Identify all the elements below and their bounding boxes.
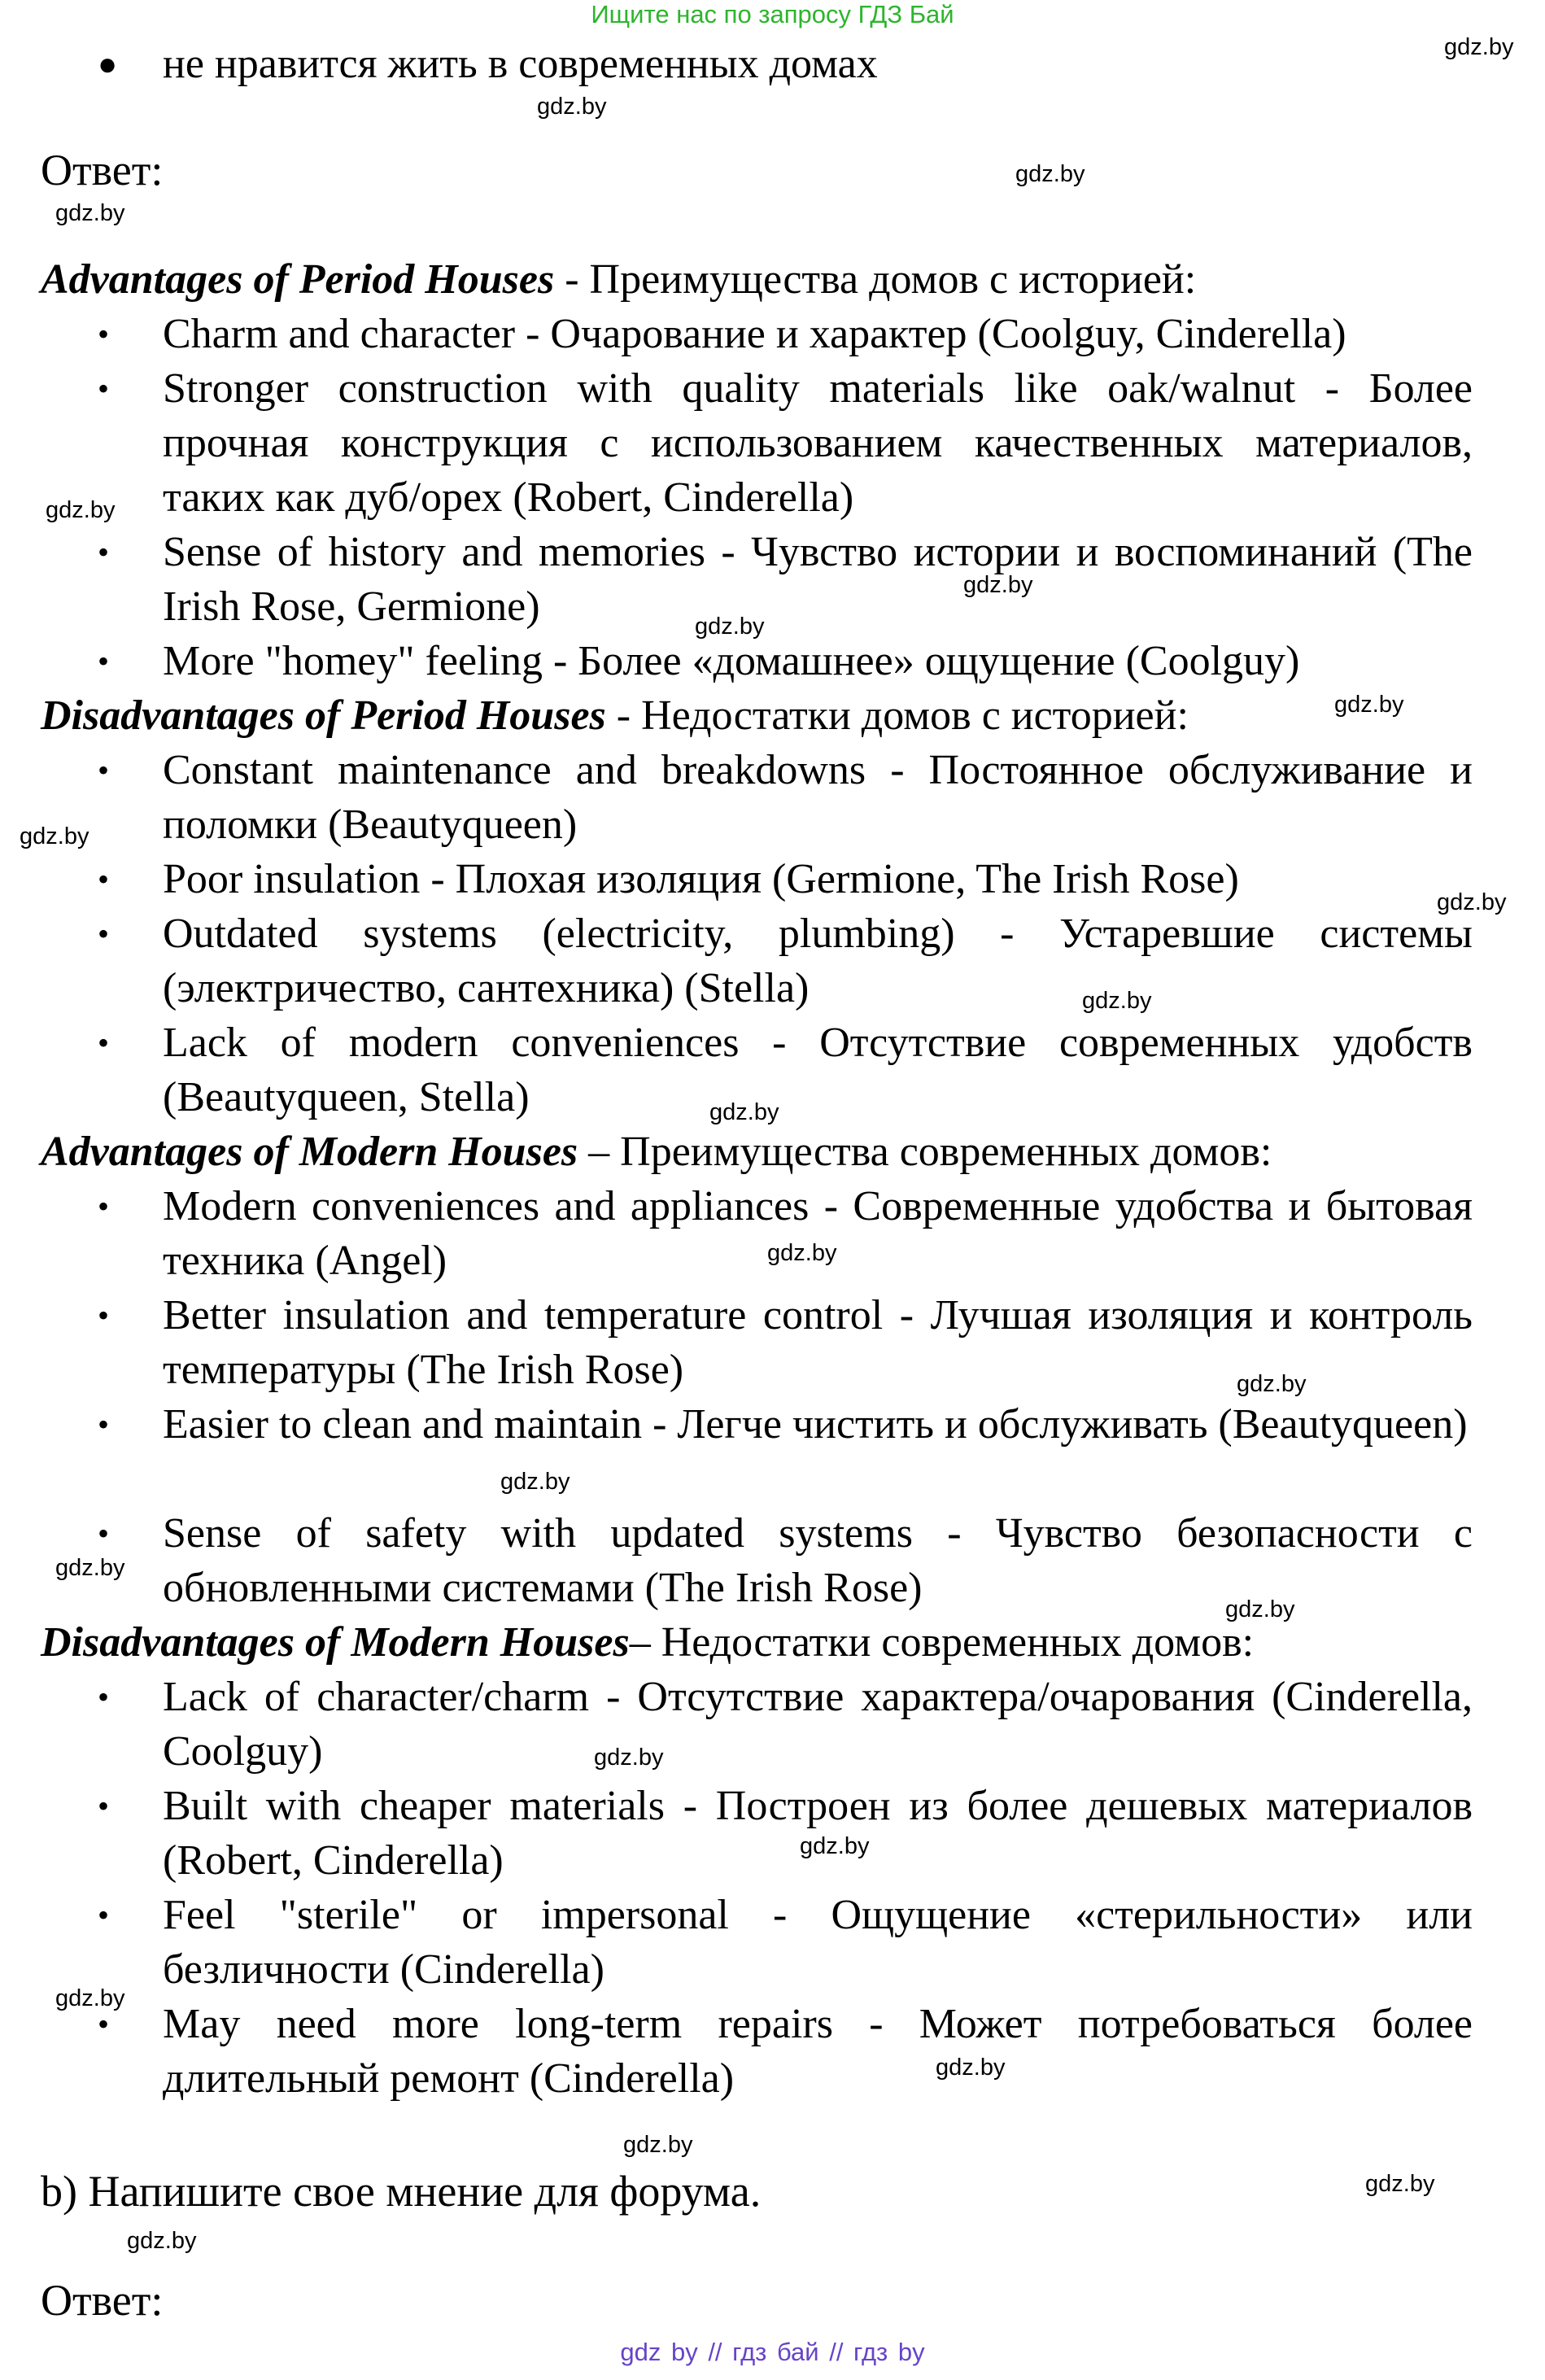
- section-subtitle: – Преимущества современных домов:: [578, 1129, 1272, 1175]
- bullet-icon: •: [98, 370, 110, 407]
- watermark: gdz.by: [695, 614, 765, 640]
- list-item: Outdated systems (electricity, plumbing) - Устаревшие системы (электричество, сантехника) (Stella): [163, 911, 1473, 1011]
- bullet-icon: •: [98, 1515, 110, 1552]
- watermark: gdz.by: [1334, 692, 1404, 718]
- list-item: Feel "sterile" or impersonal - Ощущение «стерильности» или безличности (Cinderella): [163, 1892, 1473, 1993]
- top-banner[interactable]: Ищите нас по запросу ГДЗ Бай: [591, 0, 954, 28]
- watermark: gdz.by: [55, 1555, 125, 1581]
- list-item: Modern conveniences and appliances - Современные удобства и бытовая техника (Angel): [163, 1183, 1473, 1284]
- list-item: Better insulation and temperature control - Лучшая изоляция и контроль температуры (The Irish Rose): [163, 1292, 1473, 1393]
- watermark: gdz.by: [800, 1833, 870, 1859]
- list-item: Charm and character - Очарование и характер (Coolguy, Cinderella): [163, 311, 1346, 357]
- watermark: gdz.by: [127, 2228, 197, 2254]
- bullet-icon: •: [98, 2006, 110, 2042]
- section-subtitle: - Преимущества домов с историей:: [554, 256, 1197, 303]
- intro-bullet-text: не нравится жить в современных домах: [163, 41, 878, 87]
- bullet-icon: •: [98, 1188, 110, 1225]
- watermark: gdz.by: [1437, 889, 1507, 915]
- section-heading-advantages-period: [41, 252, 1196, 307]
- list-item: Constant maintenance and breakdowns - Постоянное обслуживание и поломки (Beautyqueen): [163, 747, 1473, 848]
- watermark: gdz.by: [20, 823, 89, 849]
- watermark: gdz.by: [623, 2132, 693, 2158]
- bullet-icon: •: [98, 1024, 110, 1061]
- bullet-icon: •: [98, 915, 110, 952]
- list-item: Easier to clean and maintain - Легче чистить и обслуживать (Beautyqueen): [163, 1401, 1468, 1448]
- list-item: Stronger construction with quality materials like oak/walnut - Более прочная конструкция с использованием качественных материалов, таких как дуб/орех (Robert, Cinderella): [163, 365, 1473, 521]
- bullet-icon: •: [98, 1897, 110, 1933]
- section-subtitle: - Недостатки домов с историей:: [605, 692, 1189, 739]
- section-heading-advantages-modern: [41, 1124, 1272, 1179]
- footer-links[interactable]: gdz by // гдз бай // гдз by: [620, 2338, 925, 2366]
- bullet-icon: •: [98, 1788, 110, 1824]
- section-title: Disadvantages of Period Houses: [41, 692, 606, 739]
- watermark: gdz.by: [1082, 988, 1152, 1014]
- bullet-icon: •: [98, 643, 110, 679]
- section-title: Advantages of Period Houses: [41, 256, 555, 303]
- watermark: gdz.by: [709, 1099, 779, 1125]
- watermark: gdz.by: [55, 200, 125, 226]
- task-b: b) Напишите свое мнение для форума.: [41, 2167, 762, 2216]
- watermark: gdz.by: [1237, 1371, 1307, 1397]
- list-item: Built with cheaper materials - Построен из более дешевых материалов (Robert, Cinderella): [163, 1783, 1473, 1884]
- section-title: Disadvantages of Modern Houses: [41, 1619, 630, 1666]
- watermark: gdz.by: [46, 497, 116, 523]
- list-item: Sense of safety with updated systems - Чувство безопасности с обновленными системами (The Irish Rose): [163, 1510, 1473, 1611]
- list-item: May need more long-term repairs - Может потребоваться более длительный ремонт (Cinderella): [163, 2001, 1473, 2102]
- bullet-icon: •: [98, 316, 110, 352]
- watermark: gdz.by: [55, 1985, 125, 2011]
- bullet-icon: •: [98, 1297, 110, 1334]
- watermark: gdz.by: [1365, 2171, 1435, 2197]
- bullet-icon: •: [98, 1679, 110, 1715]
- list-item: More "homey" feeling - Более «домашнее» ощущение (Coolguy): [163, 638, 1300, 684]
- watermark: gdz.by: [936, 2055, 1006, 2081]
- section-subtitle: – Недостатки современных домов:: [629, 1619, 1255, 1666]
- bullet-icon: •: [98, 752, 110, 788]
- watermark: gdz.by: [963, 572, 1033, 598]
- list-item: Poor insulation - Плохая изоляция (Germione, The Irish Rose): [163, 856, 1239, 902]
- bullet-icon: •: [98, 534, 110, 570]
- watermark: gdz.by: [1444, 34, 1514, 60]
- section-heading-disadvantages-modern: [41, 1615, 1254, 1670]
- list-item: Lack of modern conveniences - Отсутствие современных удобств (Beautyqueen, Stella): [163, 1020, 1473, 1120]
- bullet-icon: •: [98, 861, 110, 897]
- section-heading-disadvantages-period: [41, 688, 1189, 743]
- answer-label: Ответ:: [41, 146, 164, 194]
- watermark: gdz.by: [1225, 1596, 1295, 1622]
- watermark: gdz.by: [537, 94, 607, 120]
- watermark: gdz.by: [767, 1240, 837, 1266]
- bullet-icon: •: [98, 1406, 110, 1443]
- watermark: gdz.by: [594, 1745, 664, 1771]
- watermark: gdz.by: [500, 1469, 570, 1495]
- bullet-icon: ●: [98, 46, 118, 82]
- section-title: Advantages of Modern Houses: [41, 1129, 578, 1175]
- answer-label: Ответ:: [41, 2276, 164, 2325]
- watermark: gdz.by: [1015, 161, 1085, 187]
- list-item: Lack of character/charm - Отсутствие характера/очарования (Cinderella, Coolguy): [163, 1674, 1473, 1775]
- list-item: Sense of history and memories - Чувство истории и воспоминаний (The Irish Rose, Germione): [163, 529, 1473, 630]
